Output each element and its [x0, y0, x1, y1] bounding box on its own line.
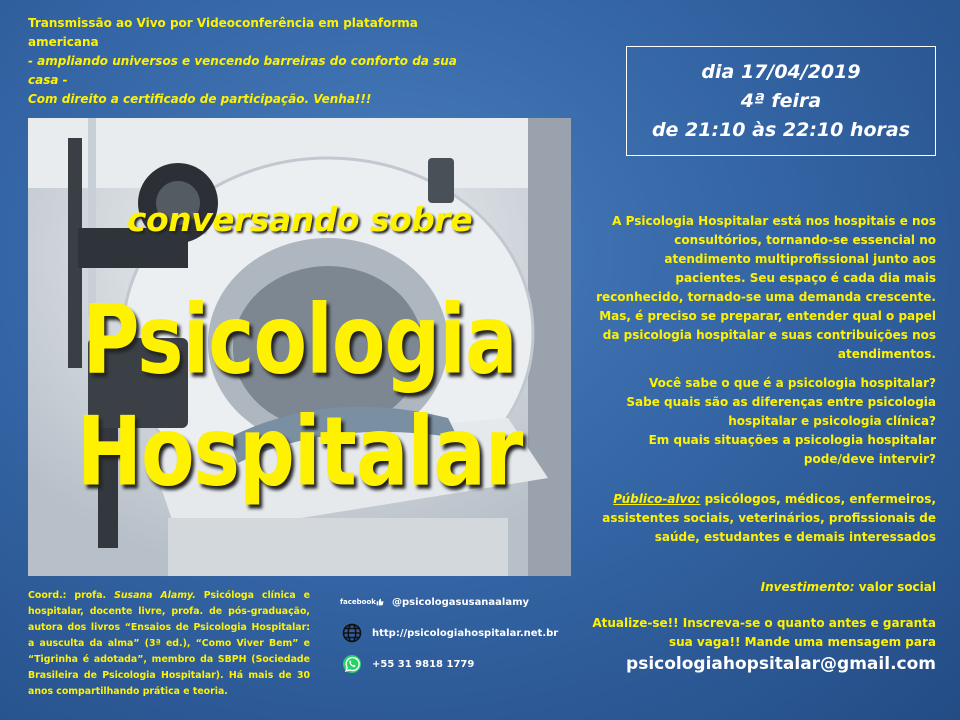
intro-line-2: - ampliando universos e vencendo barreiras do conforto da sua casa - — [28, 54, 457, 87]
hero-subtitle: conversando sobre — [126, 200, 473, 239]
contact-email[interactable]: psicologiahopsitalar@gmail.com — [626, 654, 936, 674]
audience-block — [591, 490, 936, 547]
contact-list — [340, 590, 600, 683]
website-url: http://psicologiahospitalar.net.br — [372, 627, 559, 639]
questions-block — [596, 374, 936, 469]
call-to-action: Atualize-se!! Inscreva-se o quanto antes e garanta sua vaga!! Mande uma mensagem para — [592, 616, 936, 649]
facebook-handle: @psicologasusanaalamy — [392, 596, 530, 608]
investment-block — [596, 578, 936, 597]
hero-title-line-2: Hospitalar — [76, 398, 523, 508]
coordinator-name: Susana Alamy. — [114, 590, 196, 601]
investment-text: valor social — [858, 580, 936, 594]
question-2: Sabe quais são as diferenças entre psicologia hospitalar e psicologia clínica? — [626, 395, 936, 428]
contact-website[interactable] — [340, 621, 600, 645]
facebook-like-icon — [340, 591, 384, 613]
coordinator-text: Psicóloga clínica e hospitalar, docente livre, profa. de pós-graduação, autora dos livros “Ensaios de Psicologia Hospitalar: a ausculta da alma” (3ª ed.), “Como Viver Bem” e “Tigrinha é adotada”, membro da SBPH (Sociedade Brasileira de Psicologia Hospitalar). Há mais de 30 anos compartilhando prática e teoria. — [28, 590, 310, 697]
coordinator-bio — [28, 588, 310, 700]
question-3: Em quais situações a psicologia hospitalar pode/deve intervir? — [648, 433, 936, 466]
investment-label: Investimento: — [760, 580, 855, 594]
intro-line-3: Com direito a certificado de participação. Venha!!! — [28, 92, 372, 106]
contact-whatsapp[interactable] — [340, 652, 600, 676]
contact-facebook[interactable] — [340, 590, 600, 614]
audience-label: Público-alvo: — [613, 492, 701, 506]
intro-text — [28, 14, 490, 109]
hero-title-line-1: Psicologia — [82, 286, 517, 396]
event-date-box — [626, 46, 936, 156]
audience-text: psicólogos, médicos, enfermeiros, assistentes sociais, veterinários, profissionais de saúde, estudantes e demais interessados — [602, 492, 936, 544]
intro-line-1: Transmissão ao Vivo por Videoconferência em plataforma americana — [28, 16, 418, 49]
hero-photo — [28, 118, 571, 576]
event-date: dia 17/04/2019 — [701, 61, 861, 83]
event-weekday: 4ª feira — [740, 90, 822, 112]
globe-icon — [340, 622, 364, 644]
facebook-logo-text: facebook — [340, 598, 376, 606]
question-1: Você sabe o que é a psicologia hospitalar? — [648, 376, 936, 390]
whatsapp-number: +55 31 9818 1779 — [372, 658, 475, 670]
coordinator-prefix: Coord.: profa. — [28, 590, 107, 601]
whatsapp-icon — [340, 653, 364, 675]
event-time: de 21:10 às 22:10 horas — [651, 119, 911, 141]
description-paragraph: A Psicologia Hospitalar está nos hospitais e nos consultórios, tornando-se essencial no atendimento multiprofissional junto aos pacientes. Seu espaço é cada dia mais reconhecido, tornado-se uma demanda crescente. Mas, é preciso se preparar, entender qual o papel da psicologia hospitalar e suas contribuições nos atendimentos. — [596, 214, 936, 361]
